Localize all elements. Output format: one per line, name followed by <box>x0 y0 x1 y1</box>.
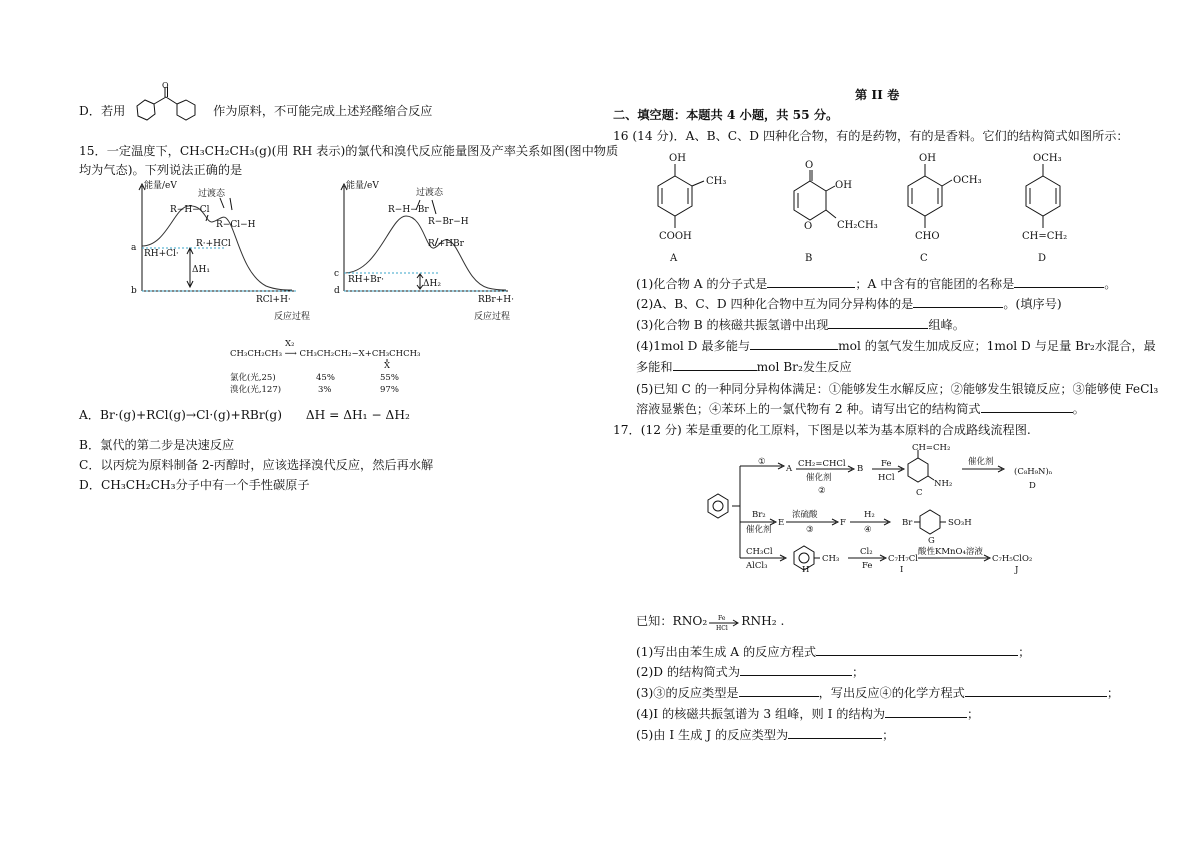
flow-c: C <box>916 488 923 498</box>
ts-label-1: 过渡态 <box>198 189 226 199</box>
flow-a: A <box>786 464 793 474</box>
flow-j: J <box>1015 565 1019 575</box>
q17-p1-text: (1)写出由苯生成 A 的反应方程式 <box>636 645 817 659</box>
q17-p5-text: (5)由 I 生成 J 的反应类型为 <box>636 728 789 742</box>
xlabel-2: 反应过程 <box>474 312 511 322</box>
mid-label-2: R·+HBr <box>428 239 464 249</box>
flow-ch-ch2: CH=CH₂ <box>912 443 951 453</box>
struct-c-cho: CHO <box>915 231 940 242</box>
flow-alcl3: AlCl₃ <box>746 561 768 571</box>
q16-p4-blank1[interactable] <box>750 337 838 350</box>
q16-p1 <box>636 275 1116 293</box>
q17-p1-blank[interactable] <box>816 643 1018 656</box>
q17-p3-blank1[interactable] <box>739 684 819 697</box>
flow-c7h7cl: C₇H₇Cl <box>888 554 918 564</box>
flow-nh2: NH₂ <box>934 479 953 489</box>
q17-p4-text: (4)I 的核磁共振氢谱为 3 组峰，则 I 的结构为 <box>636 707 886 721</box>
flow-ch3: CH₃ <box>822 554 840 564</box>
ts-label-2: 过渡态 <box>416 188 444 198</box>
q17-p3-semi: ； <box>1106 686 1120 700</box>
flow-i: I <box>900 565 904 575</box>
option-c: C．以丙烷为原料制备 2-丙醇时，应该选择溴代反应，然后再水解 <box>79 458 434 472</box>
struct-b-o: O <box>805 160 814 171</box>
benzophenone-structure <box>129 80 209 128</box>
q16-p4-text-c: 多能和 <box>636 360 673 374</box>
q16-p1-text-b: ；A 中含有的官能团的名称是 <box>855 277 1015 291</box>
flow-c7h5clo2: C₇H₅ClO₂ <box>992 554 1033 564</box>
q16-p1-blank2[interactable] <box>1014 275 1104 288</box>
q16-p1-blank1[interactable] <box>767 275 855 288</box>
q16-p4 <box>636 337 1156 355</box>
q16-p2-blank[interactable] <box>913 295 1003 308</box>
q17-p5-semi: ； <box>882 728 895 742</box>
struct-d-label: D <box>1038 253 1047 264</box>
ts2-label-2: R−Br−H <box>428 217 469 227</box>
q15-line1: 15．一定温度下，CH₃CH₂CH₃(g)(用 RH 表示)的氯代和溴代反应能量图及产率关系如图(图中物质 <box>79 144 619 158</box>
flow-r2: ② <box>818 486 826 496</box>
level-b: b <box>131 286 137 296</box>
q17-p4-semi: ； <box>967 707 980 721</box>
flow-hcl: HCl <box>878 473 895 483</box>
known-text: 已知：RNO₂ <box>636 614 708 628</box>
q16-p2 <box>636 295 1062 313</box>
row1-yield1: 45% <box>316 373 335 383</box>
q17-p5-blank[interactable] <box>788 726 882 739</box>
flow-cat1: 催化剂 <box>806 473 832 483</box>
x-substituent: X <box>384 361 391 371</box>
flow-fe2: Fe <box>862 561 873 571</box>
struct-a-cooh: COOH <box>659 231 692 242</box>
flow-b: B <box>857 464 864 474</box>
struct-b-oh: OH <box>835 180 852 191</box>
q16-p4-text-d: mol Br₂发生反应 <box>756 360 852 374</box>
struct-c-och3: OCH₃ <box>953 175 982 186</box>
flow-h2: H₂ <box>864 510 875 520</box>
struct-b-ring-o: O <box>804 221 813 232</box>
flow-r3: ③ <box>806 525 814 535</box>
flow-cl2: Cl₂ <box>860 547 873 557</box>
flow-h2so4: 浓硫酸 <box>792 510 818 520</box>
q16-p4-blank2[interactable] <box>673 358 757 371</box>
xlabel-1: 反应过程 <box>274 312 311 322</box>
ts2-label-1: R−Cl−H <box>216 220 256 230</box>
struct-a-ch3: CH₃ <box>706 176 727 187</box>
flow-kmno4: 酸性KMnO₄溶液 <box>918 547 983 557</box>
q16-p3-blank[interactable] <box>828 316 928 329</box>
known-fe: Fe <box>718 614 726 622</box>
mid-label-1: R·+HCl <box>196 239 231 249</box>
ts1-label-1: R−H−Cl <box>170 205 210 215</box>
q17-p4 <box>636 705 979 723</box>
q17-intro: 17．(12 分) 苯是重要的化工原料，下图是以苯为基本原料的合成路线流程图. <box>613 423 1031 437</box>
x2-reagent: X₂ <box>285 339 295 349</box>
dh-label-1: ΔH₁ <box>192 265 210 275</box>
struct-b-label: B <box>805 253 813 264</box>
flow-fe: Fe <box>881 459 892 469</box>
q17-p4-blank[interactable] <box>885 705 967 718</box>
option-d-line <box>79 80 433 120</box>
known-hcl: HCl <box>716 624 729 632</box>
struct-d-vinyl: CH=CH₂ <box>1022 231 1068 242</box>
q16-p1-text-c: 。 <box>1104 277 1117 291</box>
q16-p3-text-a: (3)化合物 B 的核磁共振氢谱中出现 <box>636 318 829 332</box>
flow-cat3: 催化剂 <box>746 525 772 535</box>
q16-p5-text-c: 。 <box>1072 402 1085 416</box>
q17-p3-text-a: (3)③的反应类型是 <box>636 686 739 700</box>
chlorination-energy-diagram <box>126 178 311 328</box>
struct-c-oh: OH <box>919 153 936 164</box>
end-label-1: RCl+H· <box>256 295 291 305</box>
known-arrow <box>707 614 741 630</box>
q17-p2-blank[interactable] <box>740 663 852 676</box>
flow-ch3cl: CH₃Cl <box>746 547 773 557</box>
q17-p5 <box>636 726 894 744</box>
ts1-label-2: R−H−Br <box>388 205 429 215</box>
flow-polymer: (C₈H₉N)ₙ <box>1014 467 1053 477</box>
q16-p1-text-a: (1)化合物 A 的分子式是 <box>636 277 768 291</box>
q16-p5: (5)已知 C 的一种同分异构体满足：①能够发生水解反应；②能够发生银镜反应；③能够使 FeCl₃ <box>636 382 1159 396</box>
q16-intro: 16 (14 分)．A、B、C、D 四种化合物，有的是药物，有的是香料。它们的结构简式如图所示： <box>613 129 1129 143</box>
synthesis-flowchart <box>692 442 1092 575</box>
q16-p2-text-b: 。(填序号) <box>1003 297 1062 311</box>
flow-f: F <box>840 518 846 528</box>
q17-p2 <box>636 663 864 681</box>
flow-r4: ④ <box>864 525 872 535</box>
option-d-suffix: 作为原料，不可能完成上述羟醛缩合反应 <box>213 104 433 118</box>
q16-p3-text-b: 组峰。 <box>928 318 965 332</box>
option-d-prefix: D．若用 <box>79 104 126 118</box>
flow-d: D <box>1029 481 1036 491</box>
q17-p1 <box>636 643 1030 661</box>
start-label-1: RH+Cl· <box>144 249 179 259</box>
q16-p5-text-b: 溶液显紫色；④苯环上的一氯代物有 2 种。请写出它的结构简式 <box>636 402 981 416</box>
flow-br2: Br₂ <box>752 510 766 520</box>
q16-p5-cont <box>636 400 1085 418</box>
q16-p3 <box>636 316 965 334</box>
bromination-energy-diagram <box>328 178 518 328</box>
end-label-2: RBr+H· <box>478 295 514 305</box>
flow-h: H <box>802 565 810 575</box>
flow-so3h: SO₃H <box>948 518 972 528</box>
known-reaction <box>636 612 784 630</box>
known-product: RNH₂ . <box>741 614 785 628</box>
svg-text:O: O <box>162 80 169 90</box>
q17-p2-semi: ； <box>852 665 865 679</box>
level-c: c <box>334 269 340 279</box>
struct-a-label: A <box>670 253 678 264</box>
flow-e: E <box>778 518 785 528</box>
q16-p4-cont <box>636 358 852 376</box>
option-a-text: A．Br·(g)+RCl(g)→Cl·(g)+RBr(g) <box>79 408 282 422</box>
halogenation-reaction <box>228 338 428 398</box>
flow-br: Br <box>902 518 913 528</box>
q16-p4-text-b: mol 的氢气发生加成反应；1mol D 与足量 Br₂水混合，最 <box>838 339 1156 353</box>
part-title: 第 II 卷 <box>855 88 900 102</box>
option-a <box>79 406 410 424</box>
q17-p3 <box>636 684 1119 702</box>
option-a-dh: ΔH = ΔH₁ − ΔH₂ <box>305 408 410 422</box>
flow-ch2chcl: CH₂=CHCl <box>798 459 846 469</box>
structures-abcd <box>630 148 1110 270</box>
row1-label: 氯化(光,25) <box>230 373 276 383</box>
row2-label: 溴化(光,127) <box>230 385 282 395</box>
row1-yield2: 55% <box>380 373 399 383</box>
q17-p2-text: (2)D 的结构简式为 <box>636 665 741 679</box>
q17-p3-blank2[interactable] <box>965 684 1107 697</box>
struct-b-ethyl: CH₂CH₃ <box>837 220 878 231</box>
q16-p5-blank[interactable] <box>981 400 1073 413</box>
struct-a-oh: OH <box>669 153 686 164</box>
option-b: B．氯代的第二步是决速反应 <box>79 438 235 452</box>
row2-yield2: 97% <box>380 385 399 395</box>
flow-r1: ① <box>758 457 766 467</box>
level-d: d <box>334 286 340 296</box>
row2-yield1: 3% <box>318 385 332 395</box>
q16-p4-text-a: (4)1mol D 最多能与 <box>636 339 751 353</box>
q17-p1-semi: ； <box>1018 645 1031 659</box>
q16-p2-text-a: (2)A、B、C、D 四种化合物中互为同分异构体的是 <box>636 297 914 311</box>
start-label-2: RH+Br· <box>348 275 384 285</box>
section-heading: 二、填空题：本题共 4 小题，共 55 分。 <box>613 108 839 122</box>
flow-g: G <box>928 536 935 546</box>
q15-line2: 均为气态)。下列说法正确的是 <box>79 163 243 177</box>
q17-p3-text-b: ，写出反应④的化学方程式 <box>818 686 965 700</box>
struct-c-label: C <box>920 253 928 264</box>
ylabel-2: 能量/eV <box>346 181 379 191</box>
struct-d-och3: OCH₃ <box>1033 153 1062 164</box>
ylabel-1: 能量/eV <box>144 181 177 191</box>
reaction-equation: CH₃CH₂CH₃ ⟶ CH₃CH₂CH₂−X+CH₃CHCH₃ <box>230 349 421 359</box>
level-a: a <box>131 243 137 253</box>
dh-label-2: ΔH₂ <box>423 279 441 289</box>
option-d-final: D．CH₃CH₂CH₃分子中有一个手性碳原子 <box>79 478 310 492</box>
flow-cat2: 催化剂 <box>968 457 994 467</box>
